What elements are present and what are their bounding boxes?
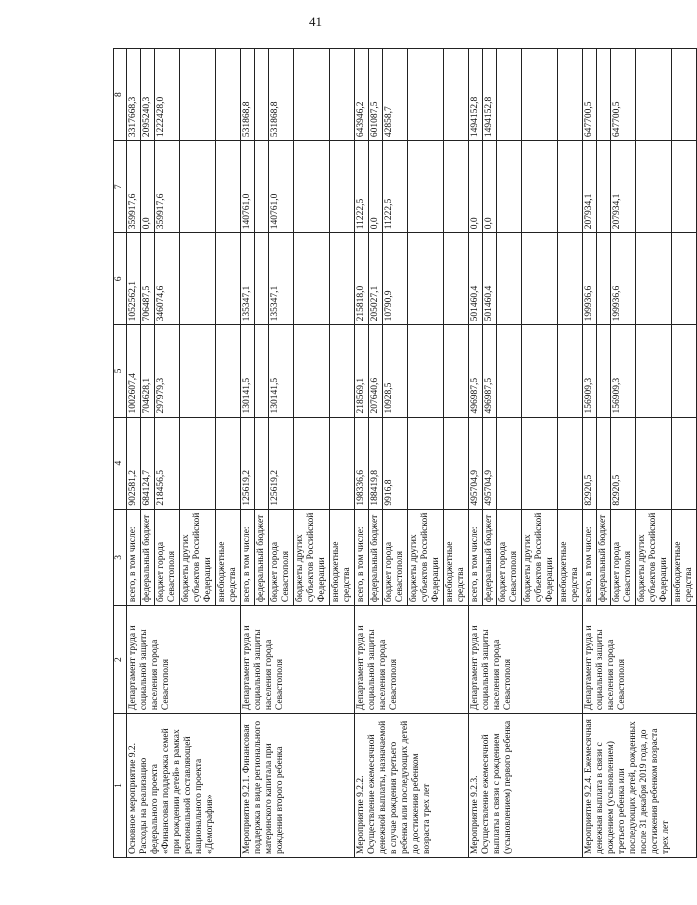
amount-cell bbox=[497, 417, 522, 509]
funding-source: всего, в том числе: bbox=[355, 509, 369, 605]
activity-description: Мероприятие 9.2.3. Осуществление ежемесячной выплаты в связи с рождением (усыновлением) первого ребенка bbox=[469, 714, 583, 858]
amount-cell bbox=[444, 417, 469, 509]
funding-source: бюджеты других субъектов Российской Федерации bbox=[408, 509, 444, 605]
amount-cell bbox=[216, 141, 241, 233]
header-cell: 4 bbox=[114, 417, 127, 509]
amount-cell bbox=[522, 417, 558, 509]
funding-source: всего, в том числе: bbox=[241, 509, 255, 605]
amount-cell: 0,0 bbox=[141, 141, 155, 233]
responsible-executor: Департамент труда и социальной защиты населения города Севастополя bbox=[241, 606, 355, 714]
amount-cell: 140761,0 bbox=[269, 141, 294, 233]
funding-source: бюджеты других субъектов Российской Федерации bbox=[636, 509, 672, 605]
amount-cell bbox=[558, 49, 583, 141]
amount-cell: 156909,3 bbox=[611, 325, 636, 417]
amount-cell bbox=[180, 49, 216, 141]
amount-cell bbox=[330, 141, 355, 233]
amount-cell bbox=[558, 233, 583, 325]
amount-cell bbox=[294, 417, 330, 509]
amount-cell bbox=[597, 417, 611, 509]
header-cell: 7 bbox=[114, 141, 127, 233]
amount-cell: 188419,8 bbox=[369, 417, 383, 509]
amount-cell bbox=[636, 417, 672, 509]
table-row bbox=[469, 49, 483, 858]
header-cell: 8 bbox=[114, 49, 127, 141]
amount-cell bbox=[330, 49, 355, 141]
funding-source: федеральный бюджет bbox=[597, 509, 611, 605]
amount-cell bbox=[255, 233, 269, 325]
amount-cell bbox=[408, 417, 444, 509]
funding-source: внебюджетные средства bbox=[330, 509, 355, 605]
table-body bbox=[114, 49, 697, 858]
funding-source: внебюджетные средства bbox=[444, 509, 469, 605]
activity-description: Мероприятие 9.2.1. Финансовая поддержка в виде регионального материнского капитала при рождении второго ребенка bbox=[241, 714, 355, 858]
amount-cell bbox=[558, 417, 583, 509]
amount-cell bbox=[522, 141, 558, 233]
amount-cell bbox=[294, 141, 330, 233]
responsible-executor: Департамент труда и социальной защиты населения города Севастополя bbox=[583, 606, 697, 714]
amount-cell: 0,0 bbox=[369, 141, 383, 233]
funding-source: бюджет города Севастополя bbox=[611, 509, 636, 605]
header-cell: 3 bbox=[114, 509, 127, 605]
amount-cell: 496987,5 bbox=[469, 325, 483, 417]
funding-source: федеральный бюджет bbox=[141, 509, 155, 605]
amount-cell bbox=[522, 325, 558, 417]
amount-cell: 359917,6 bbox=[127, 141, 141, 233]
funding-source: федеральный бюджет bbox=[369, 509, 383, 605]
amount-cell bbox=[330, 417, 355, 509]
amount-cell: 297979,3 bbox=[155, 325, 180, 417]
amount-cell bbox=[672, 233, 697, 325]
amount-cell: 125619,2 bbox=[241, 417, 255, 509]
amount-cell: 156909,3 bbox=[583, 325, 597, 417]
amount-cell: 1494152,8 bbox=[469, 49, 483, 141]
amount-cell bbox=[497, 233, 522, 325]
amount-cell bbox=[408, 141, 444, 233]
funding-source: бюджет города Севастополя bbox=[497, 509, 522, 605]
amount-cell bbox=[636, 49, 672, 141]
amount-cell bbox=[216, 233, 241, 325]
amount-cell: 125619,2 bbox=[269, 417, 294, 509]
funding-source: бюджеты других субъектов Российской Федерации bbox=[180, 509, 216, 605]
amount-cell: 902581,2 bbox=[127, 417, 141, 509]
amount-cell: 346074,6 bbox=[155, 233, 180, 325]
table-row bbox=[241, 49, 255, 858]
amount-cell bbox=[597, 233, 611, 325]
amount-cell bbox=[180, 417, 216, 509]
amount-cell bbox=[522, 49, 558, 141]
header-cell: 2 bbox=[114, 606, 127, 714]
header-cell: 1 bbox=[114, 714, 127, 858]
funding-source: бюджеты других субъектов Российской Федерации bbox=[294, 509, 330, 605]
amount-cell bbox=[180, 233, 216, 325]
header-cell: 6 bbox=[114, 233, 127, 325]
amount-cell: 135347,1 bbox=[241, 233, 255, 325]
amount-cell bbox=[408, 233, 444, 325]
header-cell: 5 bbox=[114, 325, 127, 417]
amount-cell bbox=[294, 325, 330, 417]
amount-cell: 207640,6 bbox=[369, 325, 383, 417]
funding-source: федеральный бюджет bbox=[255, 509, 269, 605]
responsible-executor: Департамент труда и социальной защиты населения города Севастополя bbox=[355, 606, 469, 714]
amount-cell: 1222428,0 bbox=[155, 49, 180, 141]
amount-cell: 215818,0 bbox=[355, 233, 369, 325]
amount-cell bbox=[497, 141, 522, 233]
amount-cell bbox=[216, 325, 241, 417]
page-number: 41 bbox=[309, 14, 322, 29]
amount-cell bbox=[597, 325, 611, 417]
amount-cell: 9916,8 bbox=[383, 417, 408, 509]
amount-cell bbox=[497, 325, 522, 417]
table-row bbox=[583, 49, 597, 858]
amount-cell: 2095240,3 bbox=[141, 49, 155, 141]
amount-cell: 11222,5 bbox=[355, 141, 369, 233]
amount-cell bbox=[636, 325, 672, 417]
amount-cell: 1052562,1 bbox=[127, 233, 141, 325]
amount-cell: 601087,5 bbox=[369, 49, 383, 141]
funding-source: всего, в том числе: bbox=[583, 509, 597, 605]
amount-cell bbox=[294, 233, 330, 325]
amount-cell bbox=[180, 141, 216, 233]
amount-cell: 1002607,4 bbox=[127, 325, 141, 417]
amount-cell bbox=[408, 325, 444, 417]
funding-source: бюджет города Севастополя bbox=[383, 509, 408, 605]
amount-cell: 10790,9 bbox=[383, 233, 408, 325]
funding-source: внебюджетные средства bbox=[672, 509, 697, 605]
responsible-executor: Департамент труда и социальной защиты населения города Севастополя bbox=[469, 606, 583, 714]
amount-cell: 496987,5 bbox=[483, 325, 497, 417]
amount-cell bbox=[330, 325, 355, 417]
table-row bbox=[127, 49, 141, 858]
amount-cell: 10928,5 bbox=[383, 325, 408, 417]
amount-cell: 0,0 bbox=[483, 141, 497, 233]
amount-cell bbox=[597, 49, 611, 141]
amount-cell: 218456,5 bbox=[155, 417, 180, 509]
amount-cell: 42858,7 bbox=[383, 49, 408, 141]
budget-table bbox=[113, 48, 697, 858]
amount-cell: 11222,5 bbox=[383, 141, 408, 233]
amount-cell bbox=[294, 49, 330, 141]
amount-cell: 82920,5 bbox=[611, 417, 636, 509]
funding-source: внебюджетные средства bbox=[216, 509, 241, 605]
funding-source: бюджеты других субъектов Российской Федерации bbox=[522, 509, 558, 605]
amount-cell bbox=[672, 141, 697, 233]
rotated-table-wrapper bbox=[113, 48, 694, 858]
amount-cell bbox=[330, 233, 355, 325]
amount-cell: 531868,8 bbox=[269, 49, 294, 141]
activity-description: Основное мероприятие 9.2. Расходы на реализацию федерального проекта «Финансовая поддержка семей при рождении детей» в рамках региональной составляющей национального проекта «Демография» bbox=[127, 714, 241, 858]
amount-cell bbox=[444, 233, 469, 325]
amount-cell: 501460,4 bbox=[483, 233, 497, 325]
amount-cell: 198336,6 bbox=[355, 417, 369, 509]
amount-cell bbox=[444, 141, 469, 233]
amount-cell: 135347,1 bbox=[269, 233, 294, 325]
amount-cell: 501460,4 bbox=[469, 233, 483, 325]
amount-cell bbox=[444, 49, 469, 141]
amount-cell: 3317668,3 bbox=[127, 49, 141, 141]
amount-cell: 704628,1 bbox=[141, 325, 155, 417]
amount-cell: 207934,1 bbox=[583, 141, 597, 233]
funding-source: внебюджетные средства bbox=[558, 509, 583, 605]
amount-cell: 495704,9 bbox=[483, 417, 497, 509]
amount-cell: 706487,5 bbox=[141, 233, 155, 325]
funding-source: бюджет города Севастополя bbox=[269, 509, 294, 605]
amount-cell bbox=[180, 325, 216, 417]
amount-cell bbox=[255, 141, 269, 233]
amount-cell bbox=[255, 325, 269, 417]
amount-cell: 684124,7 bbox=[141, 417, 155, 509]
amount-cell bbox=[672, 325, 697, 417]
table-row bbox=[355, 49, 369, 858]
amount-cell: 130141,5 bbox=[269, 325, 294, 417]
amount-cell bbox=[497, 49, 522, 141]
amount-cell bbox=[597, 141, 611, 233]
funding-source: всего, в том числе: bbox=[127, 509, 141, 605]
amount-cell bbox=[255, 417, 269, 509]
amount-cell: 647700,5 bbox=[583, 49, 597, 141]
amount-cell: 359917,6 bbox=[155, 141, 180, 233]
amount-cell bbox=[558, 141, 583, 233]
header-row bbox=[114, 49, 127, 858]
amount-cell: 82920,5 bbox=[583, 417, 597, 509]
amount-cell bbox=[255, 49, 269, 141]
amount-cell: 199936,6 bbox=[583, 233, 597, 325]
amount-cell bbox=[216, 49, 241, 141]
funding-source: бюджет города Севастополя bbox=[155, 509, 180, 605]
amount-cell bbox=[672, 49, 697, 141]
amount-cell: 643946,2 bbox=[355, 49, 369, 141]
amount-cell: 647700,5 bbox=[611, 49, 636, 141]
amount-cell bbox=[558, 325, 583, 417]
amount-cell: 207934,1 bbox=[611, 141, 636, 233]
amount-cell bbox=[444, 325, 469, 417]
amount-cell bbox=[216, 417, 241, 509]
amount-cell: 0,0 bbox=[469, 141, 483, 233]
amount-cell: 495704,9 bbox=[469, 417, 483, 509]
amount-cell bbox=[408, 49, 444, 141]
amount-cell bbox=[672, 417, 697, 509]
amount-cell: 140761,0 bbox=[241, 141, 255, 233]
amount-cell bbox=[522, 233, 558, 325]
activity-description: Мероприятие 9.2.2. Осуществление ежемесячной денежной выплаты, назначаемой в случае рождения третьего ребенка или последующих детей до достижения ребенком возраста трех лет bbox=[355, 714, 469, 858]
activity-description: Мероприятие 9.2.4. Ежемесячная денежная выплата в связи с рождением (усыновлением) третьего ребенка или последующих детей, рожденных после 31 декабря 2019 года, до достижения ребенком возраста трех лет bbox=[583, 714, 697, 858]
amount-cell: 199936,6 bbox=[611, 233, 636, 325]
funding-source: федеральный бюджет bbox=[483, 509, 497, 605]
amount-cell: 130141,5 bbox=[241, 325, 255, 417]
amount-cell: 218569,1 bbox=[355, 325, 369, 417]
responsible-executor: Департамент труда и социальной защиты населения города Севастополя bbox=[127, 606, 241, 714]
amount-cell: 205027,1 bbox=[369, 233, 383, 325]
amount-cell: 1494152,8 bbox=[483, 49, 497, 141]
amount-cell bbox=[636, 233, 672, 325]
funding-source: всего, в том числе: bbox=[469, 509, 483, 605]
amount-cell bbox=[636, 141, 672, 233]
amount-cell: 531868,8 bbox=[241, 49, 255, 141]
